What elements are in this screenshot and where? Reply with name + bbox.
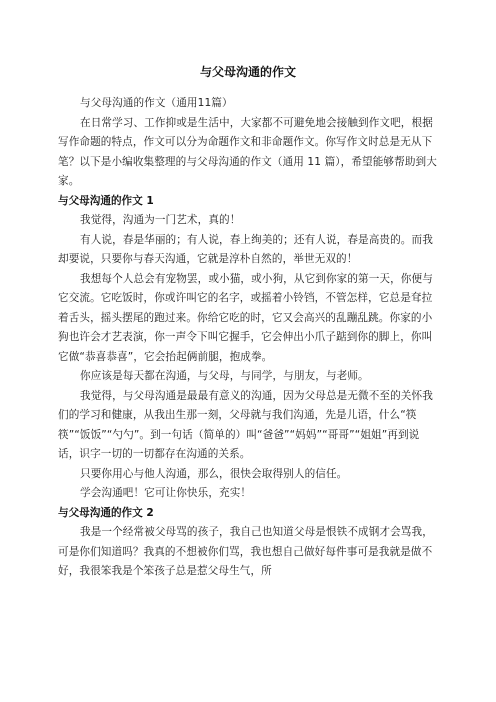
section-heading-2: 与父母沟通的作文 2 bbox=[58, 506, 154, 519]
paragraph: 我觉得，与父母沟通是最最有意义的沟通，因为父母总是无微不至的关怀我们的学习和健康，从我出生那一刻，父母就与我们沟通，先是儿语，什么“筷筷”“饭饭”“勺勺”。到一句话（简单的）叫“爸爸”“妈妈”“哥哥”“姐姐”再到说话，识字一切的一切都存在沟通的关系。 bbox=[58, 389, 433, 460]
intro-subtitle: 与父母沟通的作文（通用11篇） bbox=[80, 97, 233, 109]
paragraph: 只要你用心与他人沟通，那么，很快会取得别人的信任。 bbox=[80, 467, 348, 480]
intro-paragraph: 在日常学习、工作抑或是生活中，大家都不可避免地会接触到作文吧，根据写作命题的特点，作文可以分为命题作文和非命题作文。你写作文时总是无从下笔？以下是小编收集整理的与父母沟通的作文（通用 11 篇），希望能够帮助到大家。 bbox=[58, 116, 437, 187]
paragraph: 我觉得，沟通为一门艺术，真的！ bbox=[80, 214, 241, 226]
section-heading-1: 与父母沟通的作文 1 bbox=[58, 194, 154, 207]
paragraph: 有人说，春是华丽的；有人说，春上绚美的；还有人说，春是高贵的。而我却要说，只要你与春天沟通，它就是淳朴自然的，举世无双的！ bbox=[58, 233, 433, 265]
paragraph: 你应该是每天都在沟通，与父母，与同学，与朋友，与老师。 bbox=[80, 370, 369, 382]
paragraph: 我是一个经常被父母骂的孩子，我自己也知道父母是恨铁不成钢才会骂我，可是你们知道吗？我真的不想被你们骂，我也想自己做好每件事可是我就是做不好，我很笨我是个笨孩子总是惹父母生气，所 bbox=[58, 526, 433, 577]
paragraph: 学会沟通吧！它可让你快乐，充实！ bbox=[80, 487, 252, 499]
paragraph: 我想每个人总会有宠物罢，或小猫，或小狗，从它到你家的第一天，你便与它交流。它吃饭时，你或许叫它的名字，或摇着小铃铛，不管怎样，它总是耷拉着舌头，摇头摆尾的跑过来。你给它吃的时，它又会高兴的乱蹦乱跳。你家的小狗也许会才艺表演，你一声令下叫它握手，它会伸出小爪子踮到你的脚上，你叫它做“恭喜恭喜”，它会抬起俩前腿，抱成拳。 bbox=[58, 272, 433, 363]
document-title: 与父母沟通的作文 bbox=[199, 65, 296, 79]
